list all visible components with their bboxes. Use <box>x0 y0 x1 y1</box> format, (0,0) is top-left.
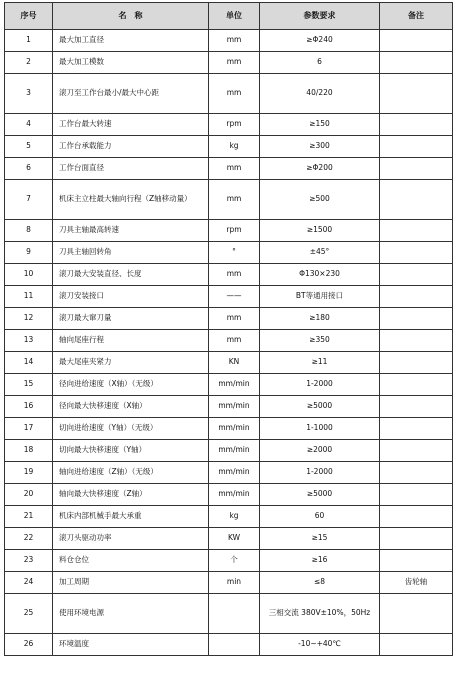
table-row <box>5 114 453 136</box>
cell-no: 20 <box>5 484 53 506</box>
table-row <box>5 180 453 220</box>
cell-unit: mm <box>209 180 260 220</box>
cell-unit: mm <box>209 330 260 352</box>
cell-name: 切向进给速度（Y轴）（无级） <box>53 418 209 440</box>
cell-req: ≥180 <box>260 308 380 330</box>
cell-name: 滚刀至工作台最小/最大中心距 <box>53 74 209 114</box>
cell-name: 轴向最大快移速度（Z轴） <box>53 484 209 506</box>
table-row <box>5 550 453 572</box>
cell-req: BT等通用接口 <box>260 286 380 308</box>
cell-unit: KN <box>209 352 260 374</box>
cell-unit: mm/min <box>209 484 260 506</box>
cell-name: 径向进给速度（X轴）（无级） <box>53 374 209 396</box>
table-row <box>5 352 453 374</box>
table-row <box>5 30 453 52</box>
cell-name: 环境温度 <box>53 634 209 656</box>
cell-name: 最大加工直径 <box>53 30 209 52</box>
cell-name: 工作台面直径 <box>53 158 209 180</box>
cell-no: 22 <box>5 528 53 550</box>
cell-name: 滚刀头驱动功率 <box>53 528 209 550</box>
header-no: 序号 <box>5 3 53 30</box>
cell-unit: mm/min <box>209 396 260 418</box>
cell-unit: mm <box>209 30 260 52</box>
cell-unit: KW <box>209 528 260 550</box>
cell-unit: kg <box>209 136 260 158</box>
cell-req: ≥5000 <box>260 484 380 506</box>
cell-req: 6 <box>260 52 380 74</box>
cell-unit: 个 <box>209 550 260 572</box>
cell-name: 刀具主轴最高转速 <box>53 220 209 242</box>
header-row <box>5 3 453 30</box>
cell-no: 13 <box>5 330 53 352</box>
cell-unit: mm/min <box>209 418 260 440</box>
cell-note <box>380 242 453 264</box>
table-row <box>5 220 453 242</box>
cell-name: 机床主立柱最大轴向行程（Z轴移动量） <box>53 180 209 220</box>
cell-name: 使用环境电源 <box>53 594 209 634</box>
cell-name: 滚刀最大安装直径、长度 <box>53 264 209 286</box>
header-unit: 单位 <box>209 3 260 30</box>
cell-no: 12 <box>5 308 53 330</box>
cell-name: 切向最大快移速度（Y轴） <box>53 440 209 462</box>
cell-no: 17 <box>5 418 53 440</box>
cell-name: 轴向尾座行程 <box>53 330 209 352</box>
table-row <box>5 506 453 528</box>
cell-req: ±45° <box>260 242 380 264</box>
cell-note <box>380 114 453 136</box>
cell-unit: mm/min <box>209 462 260 484</box>
table-row <box>5 634 453 656</box>
table-row <box>5 528 453 550</box>
cell-note <box>380 308 453 330</box>
cell-name: 滚刀最大窜刀量 <box>53 308 209 330</box>
table-row <box>5 264 453 286</box>
cell-name: 最大加工模数 <box>53 52 209 74</box>
cell-no: 25 <box>5 594 53 634</box>
table-row <box>5 74 453 114</box>
cell-unit: rpm <box>209 114 260 136</box>
header-name: 名 称 <box>53 3 209 30</box>
cell-req: 40/220 <box>260 74 380 114</box>
cell-note <box>380 180 453 220</box>
cell-no: 23 <box>5 550 53 572</box>
table-row <box>5 374 453 396</box>
cell-name: 轴向进给速度（Z轴）（无级） <box>53 462 209 484</box>
table-row <box>5 462 453 484</box>
cell-name: 机床内部机械手最大承重 <box>53 506 209 528</box>
cell-no: 2 <box>5 52 53 74</box>
cell-note <box>380 374 453 396</box>
cell-note <box>380 506 453 528</box>
cell-req: 60 <box>260 506 380 528</box>
table-row <box>5 440 453 462</box>
cell-req: -10~+40℃ <box>260 634 380 656</box>
table-row <box>5 594 453 634</box>
cell-req: ≥15 <box>260 528 380 550</box>
table-row <box>5 396 453 418</box>
cell-unit: rpm <box>209 220 260 242</box>
cell-note <box>380 484 453 506</box>
cell-unit: min <box>209 572 260 594</box>
header-note: 备注 <box>380 3 453 30</box>
cell-note: 齿轮轴 <box>380 572 453 594</box>
cell-unit: mm/min <box>209 440 260 462</box>
cell-note <box>380 136 453 158</box>
cell-no: 26 <box>5 634 53 656</box>
table-row <box>5 484 453 506</box>
table-row <box>5 136 453 158</box>
header-req: 参数要求 <box>260 3 380 30</box>
cell-no: 4 <box>5 114 53 136</box>
cell-name: 料仓仓位 <box>53 550 209 572</box>
cell-req: ≥Φ200 <box>260 158 380 180</box>
cell-unit: ° <box>209 242 260 264</box>
cell-note <box>380 462 453 484</box>
cell-no: 11 <box>5 286 53 308</box>
cell-no: 6 <box>5 158 53 180</box>
cell-no: 9 <box>5 242 53 264</box>
cell-note <box>380 352 453 374</box>
table-row <box>5 308 453 330</box>
cell-unit: mm <box>209 158 260 180</box>
cell-req: ≥16 <box>260 550 380 572</box>
cell-req: 1-1000 <box>260 418 380 440</box>
cell-note <box>380 74 453 114</box>
cell-req: ≥300 <box>260 136 380 158</box>
table-row <box>5 158 453 180</box>
cell-note <box>380 158 453 180</box>
cell-name: 最大尾座夹紧力 <box>53 352 209 374</box>
cell-req: ≥5000 <box>260 396 380 418</box>
cell-req: 1-2000 <box>260 462 380 484</box>
cell-req: ≥1500 <box>260 220 380 242</box>
cell-no: 10 <box>5 264 53 286</box>
cell-unit <box>209 594 260 634</box>
cell-no: 1 <box>5 30 53 52</box>
cell-unit: —— <box>209 286 260 308</box>
cell-unit: kg <box>209 506 260 528</box>
table-row <box>5 418 453 440</box>
cell-no: 21 <box>5 506 53 528</box>
cell-note <box>380 264 453 286</box>
cell-no: 16 <box>5 396 53 418</box>
cell-no: 24 <box>5 572 53 594</box>
cell-name: 加工周期 <box>53 572 209 594</box>
cell-req: ≥11 <box>260 352 380 374</box>
cell-unit: mm <box>209 308 260 330</box>
cell-req: ≥Φ240 <box>260 30 380 52</box>
cell-note <box>380 550 453 572</box>
cell-note <box>380 418 453 440</box>
cell-req: Φ130×230 <box>260 264 380 286</box>
cell-unit: mm <box>209 74 260 114</box>
cell-unit: mm/min <box>209 374 260 396</box>
cell-unit <box>209 634 260 656</box>
cell-no: 7 <box>5 180 53 220</box>
table-row <box>5 572 453 594</box>
cell-note <box>380 52 453 74</box>
cell-name: 工作台承载能力 <box>53 136 209 158</box>
cell-no: 15 <box>5 374 53 396</box>
cell-note <box>380 440 453 462</box>
cell-no: 18 <box>5 440 53 462</box>
cell-note <box>380 528 453 550</box>
cell-req: ≥150 <box>260 114 380 136</box>
table-row <box>5 286 453 308</box>
table-row <box>5 52 453 74</box>
cell-note <box>380 330 453 352</box>
cell-req: ≤8 <box>260 572 380 594</box>
cell-name: 工作台最大转速 <box>53 114 209 136</box>
cell-no: 3 <box>5 74 53 114</box>
cell-req: ≥350 <box>260 330 380 352</box>
cell-note <box>380 594 453 634</box>
cell-note <box>380 286 453 308</box>
cell-no: 19 <box>5 462 53 484</box>
cell-note <box>380 220 453 242</box>
cell-req: 1-2000 <box>260 374 380 396</box>
cell-note <box>380 396 453 418</box>
cell-unit: mm <box>209 52 260 74</box>
table-row <box>5 242 453 264</box>
cell-no: 5 <box>5 136 53 158</box>
cell-unit: mm <box>209 264 260 286</box>
spec-table <box>4 2 453 656</box>
cell-req: 三相交流 380V±10%，50Hz <box>260 594 380 634</box>
cell-name: 径向最大快移速度（X轴） <box>53 396 209 418</box>
cell-note <box>380 30 453 52</box>
cell-no: 8 <box>5 220 53 242</box>
table-row <box>5 330 453 352</box>
cell-req: ≥500 <box>260 180 380 220</box>
cell-note <box>380 634 453 656</box>
spec-body <box>5 30 453 656</box>
cell-name: 刀具主轴回转角 <box>53 242 209 264</box>
cell-no: 14 <box>5 352 53 374</box>
cell-req: ≥2000 <box>260 440 380 462</box>
cell-name: 滚刀安装接口 <box>53 286 209 308</box>
